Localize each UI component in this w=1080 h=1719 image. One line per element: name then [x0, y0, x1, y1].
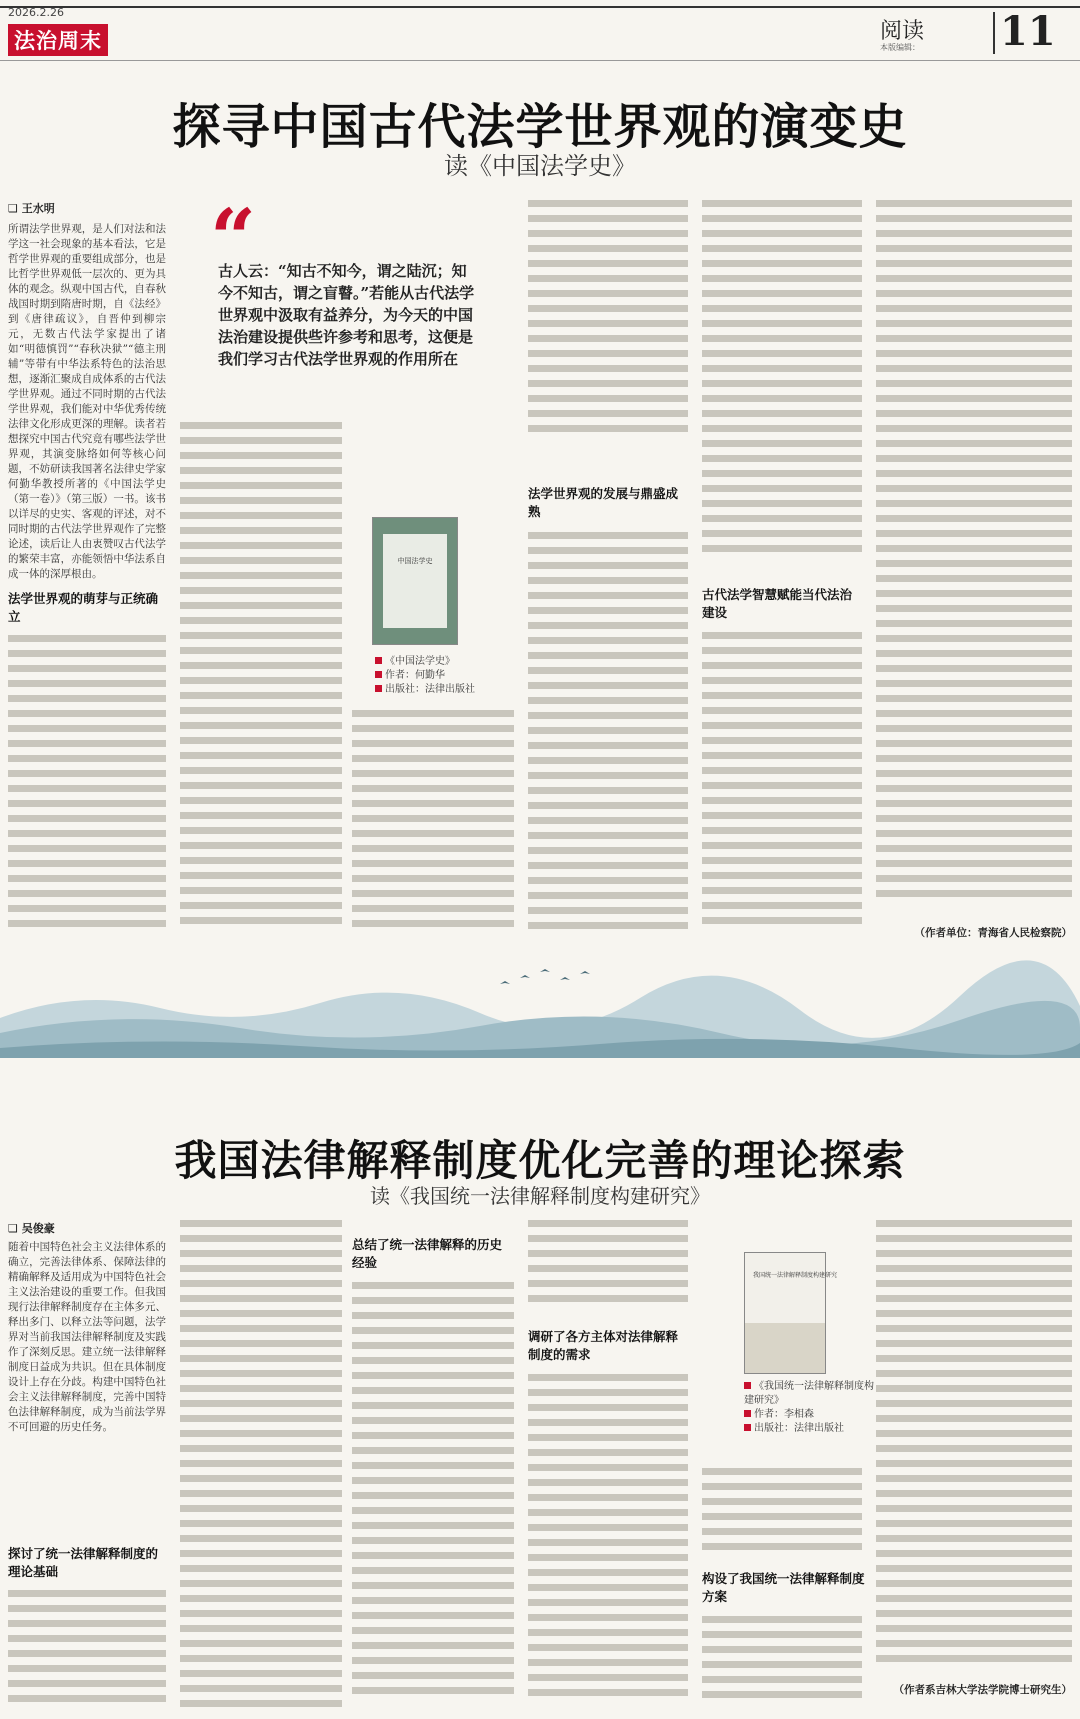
article2-title: 我国法律解释制度优化完善的理论探索	[174, 1136, 906, 1185]
article2-author-name: 吴俊豪	[21, 1222, 55, 1235]
book-cover-image	[372, 517, 458, 645]
article2-subheading-2: 总结了统一法律解释的历史经验	[352, 1237, 503, 1270]
landscape-illustration	[0, 948, 1080, 1058]
book2-caption-publisher: 出版社：法律出版社	[744, 1422, 874, 1436]
article1-author-bio: （作者单位：青海省人民检察院）	[914, 927, 1072, 939]
article1-intro: 所谓法学世界观，是人们对法和法学这一社会现象的基本看法，它是哲学世界观的重要组成部分，也是比哲学世界观低一层次的、更为具体的观念。纵观中国古代，自春秋战国时期到隋唐时期，自《法经》到《唐律疏议》，自晋仲到柳宗元，无数古代法学家提出了诸如“明德慎罚”“春秋决狱”“德主刑辅”等带有中华法系特色的法治思想，逐渐汇聚成自成体系的古代法学世界观。通过不同时期的古代法学世界观，我们能对中华优秀传统法律文化形成更深的理解。读者若想探究中国古代究竟有哪些法学世界观，其演变脉络如何等核心问题，不妨研读我国著名法律史学家何勤华教授所著的《中国法学史（第一卷）》（第三版）一书。该书以详尽的史实、客观的评述，对不同时期的古代法学世界观作了完整论述，读后让人由衷赞叹古代法学的繁荣丰富，亦能领悟中华法系自成一体的深厚根由。	[8, 223, 166, 580]
article2-col4-text-a	[528, 1220, 688, 1315]
book-caption	[375, 655, 495, 697]
book-cover-title: 中国法学史	[397, 557, 433, 565]
article1-subtitle: 读《中国法学史》	[444, 152, 636, 180]
article1-title: 探寻中国古代法学世界观的演变史	[172, 99, 908, 155]
article2-col4-text-b	[528, 1374, 688, 1715]
article1-col5-text-a	[702, 200, 862, 570]
article1-author-name: 王水明	[21, 202, 55, 215]
article2-author: ❑ 吴俊豪	[8, 1222, 55, 1235]
article1-subheading-1: 法学世界观的萌芽与正统确立	[8, 591, 159, 624]
book-caption-title: 《中国法学史》	[375, 655, 495, 669]
article2-intro: 随着中国特色社会主义法律体系的确立，完善法律体系、保障法律的精确解释及适用成为中国特色社会主义法治建设的重要工作。但我国现行法律解释制度存在主体多元、释出多门、以释立法等问题，法学界对当前我国法律解释制度及实践作了深刻反思。建立统一法律解释制度日益成为共识。但在具体制度设计上存在分歧。构建中国特色社会主义法律解释制度，完善中国特色法律解释制度，成为当前法学界不可回避的历史任务。	[8, 1241, 166, 1433]
editor-credits: 本版编辑：	[880, 43, 920, 52]
article1-col1-text	[8, 635, 166, 940]
article1-col5-text-b	[702, 632, 862, 942]
article2-col6-text	[876, 1220, 1072, 1675]
article2-subtitle: 读《我国统一法律解释制度构建研究》	[370, 1184, 710, 1208]
book-cover-title-2: 我国统一法律解释制度构建研究	[753, 1272, 838, 1279]
quote-mark-icon: “	[210, 191, 257, 285]
newspaper-logo: 法治周末	[8, 24, 108, 56]
book2-caption-author: 作者：李相森	[744, 1408, 874, 1422]
article1-col2-text	[180, 422, 342, 942]
article2-subheading-4: 构设了我国统一法律解释制度方案	[702, 1571, 865, 1604]
article2-author-bio: （作者系吉林大学法学院博士研究生）	[893, 1684, 1072, 1696]
book2-caption-title: 《我国统一法律解释制度构建研究》	[744, 1381, 874, 1406]
article1-col6-text	[876, 200, 1072, 915]
book-caption-author: 作者：何勤华	[375, 669, 495, 683]
article2-subheading-3: 调研了各方主体对法律解释制度的需求	[528, 1329, 679, 1362]
article1-col3-text	[352, 710, 514, 942]
article1-subheading-3: 古代法学智慧赋能当代法治建设	[702, 587, 853, 620]
book-cover-image-2	[744, 1252, 838, 1374]
article2-col5-text-b	[702, 1616, 862, 1715]
flying-birds-icon	[500, 969, 590, 984]
masthead-divider	[993, 12, 995, 54]
article1-author: ❑ 王水明	[8, 202, 55, 215]
article2-col1-text	[8, 1590, 166, 1715]
article2-col5-text-a	[702, 1468, 862, 1558]
article1-subheading-2: 法学世界观的发展与鼎盛成熟	[528, 486, 679, 519]
article2-col2-text	[180, 1220, 342, 1715]
issue-date: 2026.2.26	[8, 6, 64, 19]
book-caption-publisher: 出版社：法律出版社	[375, 683, 495, 697]
masthead-rule	[0, 60, 1080, 61]
section-name: 阅读	[880, 19, 925, 44]
article2-col3-text	[352, 1282, 514, 1715]
pull-quote: 古人云：“知古不知今，谓之陆沉；知今不知古，谓之盲瞽。”若能从古代法学世界观中汲取有益养分，为今天的中国法治建设提供些许参考和思考，这便是我们学习古代法学世界观的作用所在	[218, 262, 475, 368]
page-number: 11	[1000, 8, 1056, 55]
article1-col4-text-b	[528, 532, 688, 942]
article2-subheading-1: 探讨了统一法律解释制度的理论基础	[8, 1546, 159, 1579]
book-caption-2	[744, 1380, 874, 1436]
top-rule	[0, 6, 1080, 8]
article1-col4-text-a	[528, 200, 688, 445]
